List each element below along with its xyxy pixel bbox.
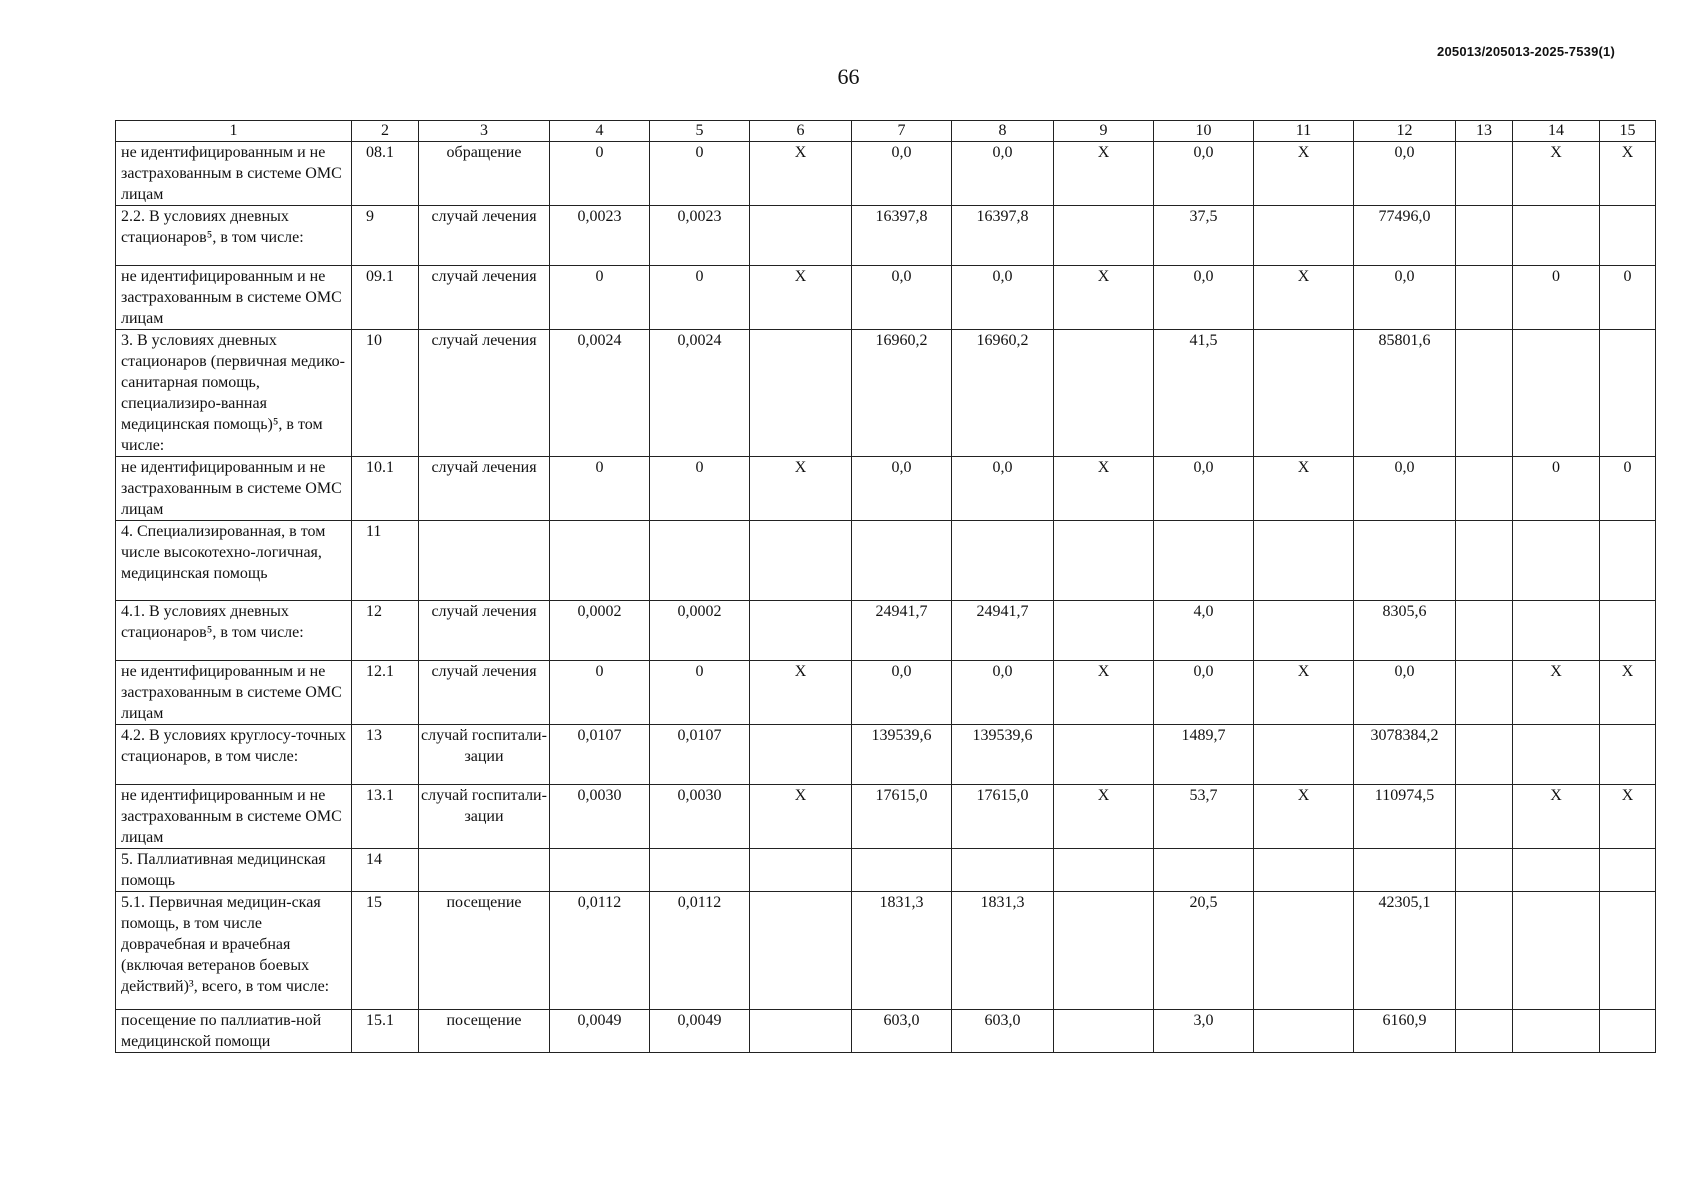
table-cell-col-6 [750, 1010, 852, 1053]
table-cell-col-7 [852, 849, 952, 892]
table-cell-col-6: X [750, 142, 852, 206]
table-cell-col-1: 5.1. Первичная медицин-ская помощь, в том числе доврачебная и врачебная (включая ветеранов боевых действий)³, всего, в том числе: [116, 892, 352, 1010]
table-cell-col-8: 16397,8 [952, 206, 1054, 266]
table-cell-col-6 [750, 521, 852, 601]
table-cell-col-11 [1254, 330, 1354, 457]
table-row [116, 206, 1656, 266]
table-cell-col-11: X [1254, 266, 1354, 330]
table-cell-col-5: 0 [650, 142, 750, 206]
table-cell-col-13 [1456, 601, 1513, 661]
table-cell-col-12: 0,0 [1354, 142, 1456, 206]
table-cell-col-12: 42305,1 [1354, 892, 1456, 1010]
table-cell-col-1: не идентифицированным и не застрахованным в системе ОМС лицам [116, 457, 352, 521]
table-cell-col-12: 8305,6 [1354, 601, 1456, 661]
table-cell-col-7: 17615,0 [852, 785, 952, 849]
table-cell-col-8 [952, 849, 1054, 892]
table-cell-col-6 [750, 849, 852, 892]
table-cell-col-8: 1831,3 [952, 892, 1054, 1010]
table-cell-col-8 [952, 521, 1054, 601]
table-cell-col-13 [1456, 521, 1513, 601]
column-header-4: 4 [550, 121, 650, 142]
table-cell-col-13 [1456, 330, 1513, 457]
column-header-11: 11 [1254, 121, 1354, 142]
table-cell-col-7: 0,0 [852, 266, 952, 330]
table-cell-col-3: обращение [419, 142, 550, 206]
table-cell-col-3: случай лечения [419, 206, 550, 266]
table-cell-col-9 [1054, 521, 1154, 601]
table-cell-col-12 [1354, 521, 1456, 601]
table-cell-col-2: 12 [352, 601, 419, 661]
table-cell-col-5: 0,0049 [650, 1010, 750, 1053]
table-cell-col-13 [1456, 457, 1513, 521]
column-header-6: 6 [750, 121, 852, 142]
table-cell-col-9 [1054, 1010, 1154, 1053]
table-row [116, 266, 1656, 330]
table-cell-col-10: 3,0 [1154, 1010, 1254, 1053]
table-cell-col-8: 0,0 [952, 457, 1054, 521]
table-cell-col-3 [419, 521, 550, 601]
table-cell-col-6: X [750, 457, 852, 521]
table-row [116, 142, 1656, 206]
table-cell-col-10: 0,0 [1154, 661, 1254, 725]
table-cell-col-3: случай лечения [419, 330, 550, 457]
table-row [116, 661, 1656, 725]
table-cell-col-5: 0,0030 [650, 785, 750, 849]
table-row [116, 725, 1656, 785]
table-cell-col-3: случай лечения [419, 457, 550, 521]
table-body [116, 142, 1656, 1053]
column-header-14: 14 [1513, 121, 1600, 142]
table-cell-col-4: 0,0002 [550, 601, 650, 661]
table-cell-col-6: X [750, 661, 852, 725]
table-cell-col-1: 2.2. В условиях дневных стационаров⁵, в том числе: [116, 206, 352, 266]
table-cell-col-13 [1456, 142, 1513, 206]
table-cell-col-14: X [1513, 785, 1600, 849]
table-cell-col-1: 4.1. В условиях дневных стационаров⁵, в том числе: [116, 601, 352, 661]
table-cell-col-9 [1054, 892, 1154, 1010]
table-cell-col-2: 15.1 [352, 1010, 419, 1053]
table-cell-col-14: X [1513, 142, 1600, 206]
table-cell-col-2: 10.1 [352, 457, 419, 521]
table-cell-col-5: 0,0024 [650, 330, 750, 457]
table-cell-col-15: 0 [1600, 457, 1656, 521]
table-cell-col-7: 16960,2 [852, 330, 952, 457]
column-header-1: 1 [116, 121, 352, 142]
table-cell-col-10: 0,0 [1154, 457, 1254, 521]
table-cell-col-6: X [750, 785, 852, 849]
table-cell-col-4 [550, 521, 650, 601]
table-cell-col-6 [750, 892, 852, 1010]
table-cell-col-6 [750, 330, 852, 457]
table-cell-col-4: 0,0023 [550, 206, 650, 266]
table-cell-col-2: 14 [352, 849, 419, 892]
table-cell-col-2: 08.1 [352, 142, 419, 206]
table-row [116, 601, 1656, 661]
table-cell-col-13 [1456, 661, 1513, 725]
table-cell-col-11 [1254, 206, 1354, 266]
table-cell-col-7: 0,0 [852, 661, 952, 725]
table-cell-col-8: 17615,0 [952, 785, 1054, 849]
column-header-15: 15 [1600, 121, 1656, 142]
table-cell-col-14 [1513, 330, 1600, 457]
table-cell-col-3: посещение [419, 1010, 550, 1053]
page-number: 66 [837, 64, 860, 89]
table-cell-col-4 [550, 849, 650, 892]
table-cell-col-15 [1600, 206, 1656, 266]
table-cell-col-7: 0,0 [852, 457, 952, 521]
table-cell-col-10 [1154, 849, 1254, 892]
table-cell-col-8: 139539,6 [952, 725, 1054, 785]
table-cell-col-3: случай госпитали-зации [419, 785, 550, 849]
header-row [116, 121, 1656, 142]
table-cell-col-13 [1456, 1010, 1513, 1053]
table-cell-col-9 [1054, 601, 1154, 661]
table-cell-col-4: 0,0107 [550, 725, 650, 785]
table-cell-col-14 [1513, 725, 1600, 785]
table-cell-col-15 [1600, 725, 1656, 785]
table-cell-col-7: 16397,8 [852, 206, 952, 266]
table-cell-col-15: X [1600, 661, 1656, 725]
column-header-2: 2 [352, 121, 419, 142]
table-cell-col-12: 85801,6 [1354, 330, 1456, 457]
table-cell-col-15 [1600, 330, 1656, 457]
table-cell-col-10: 0,0 [1154, 266, 1254, 330]
table-cell-col-5: 0,0002 [650, 601, 750, 661]
table-cell-col-10: 41,5 [1154, 330, 1254, 457]
table-cell-col-7: 603,0 [852, 1010, 952, 1053]
table-row [116, 457, 1656, 521]
table-cell-col-10: 37,5 [1154, 206, 1254, 266]
table-cell-col-5: 0,0107 [650, 725, 750, 785]
table-cell-col-1: 4.2. В условиях круглосу-точных стационаров, в том числе: [116, 725, 352, 785]
table-cell-col-13 [1456, 785, 1513, 849]
table-cell-col-1: 3. В условиях дневных стационаров (первичная медико-санитарная помощь, специализиро-ванная медицинская помощь)⁵, в том числе: [116, 330, 352, 457]
table-cell-col-9: X [1054, 457, 1154, 521]
table-row [116, 330, 1656, 457]
table-cell-col-12: 0,0 [1354, 266, 1456, 330]
table-cell-col-1: 4. Специализированная, в том числе высокотехно-логичная, медицинская помощь [116, 521, 352, 601]
table-cell-col-11 [1254, 1010, 1354, 1053]
table-cell-col-5: 0 [650, 457, 750, 521]
table-cell-col-13 [1456, 849, 1513, 892]
table-cell-col-6 [750, 206, 852, 266]
table-cell-col-6 [750, 725, 852, 785]
table-cell-col-15 [1600, 849, 1656, 892]
table-cell-col-2: 12.1 [352, 661, 419, 725]
table-cell-col-8: 24941,7 [952, 601, 1054, 661]
table-cell-col-2: 13.1 [352, 785, 419, 849]
table-cell-col-14 [1513, 849, 1600, 892]
table-cell-col-9: X [1054, 661, 1154, 725]
column-header-12: 12 [1354, 121, 1456, 142]
table-cell-col-7: 0,0 [852, 142, 952, 206]
table-cell-col-15: X [1600, 785, 1656, 849]
table-cell-col-4: 0 [550, 661, 650, 725]
table-cell-col-11: X [1254, 661, 1354, 725]
table-cell-col-15 [1600, 1010, 1656, 1053]
table-cell-col-8: 0,0 [952, 661, 1054, 725]
table-cell-col-14: 0 [1513, 457, 1600, 521]
table-cell-col-14 [1513, 601, 1600, 661]
table-cell-col-5: 0 [650, 661, 750, 725]
table-cell-col-12: 6160,9 [1354, 1010, 1456, 1053]
table-cell-col-11 [1254, 601, 1354, 661]
table-cell-col-15 [1600, 601, 1656, 661]
table-cell-col-12 [1354, 849, 1456, 892]
table-cell-col-10: 1489,7 [1154, 725, 1254, 785]
table-cell-col-9: X [1054, 142, 1154, 206]
table-cell-col-6 [750, 601, 852, 661]
table-cell-col-3 [419, 849, 550, 892]
table-cell-col-1: 5. Паллиативная медицинская помощь [116, 849, 352, 892]
table-cell-col-11: X [1254, 785, 1354, 849]
table-cell-col-14: 0 [1513, 266, 1600, 330]
table-cell-col-11 [1254, 521, 1354, 601]
column-header-13: 13 [1456, 121, 1513, 142]
table-cell-col-10: 0,0 [1154, 142, 1254, 206]
table-cell-col-1: не идентифицированным и не застрахованным в системе ОМС лицам [116, 142, 352, 206]
table-cell-col-3: случай лечения [419, 661, 550, 725]
table-cell-col-2: 13 [352, 725, 419, 785]
table-cell-col-12: 0,0 [1354, 661, 1456, 725]
table-cell-col-15: 0 [1600, 266, 1656, 330]
table-cell-col-4: 0,0112 [550, 892, 650, 1010]
table-cell-col-9 [1054, 849, 1154, 892]
table-cell-col-11 [1254, 849, 1354, 892]
column-header-5: 5 [650, 121, 750, 142]
table-cell-col-9: X [1054, 785, 1154, 849]
data-table [115, 120, 1656, 1053]
column-header-9: 9 [1054, 121, 1154, 142]
table-cell-col-5 [650, 849, 750, 892]
table-cell-col-13 [1456, 725, 1513, 785]
table-cell-col-12: 110974,5 [1354, 785, 1456, 849]
table-cell-col-7: 1831,3 [852, 892, 952, 1010]
table-cell-col-12: 77496,0 [1354, 206, 1456, 266]
table-cell-col-7: 24941,7 [852, 601, 952, 661]
table-cell-col-11 [1254, 892, 1354, 1010]
table-cell-col-4: 0 [550, 266, 650, 330]
table-cell-col-14 [1513, 206, 1600, 266]
table-cell-col-6: X [750, 266, 852, 330]
table-cell-col-13 [1456, 206, 1513, 266]
table-cell-col-4: 0 [550, 142, 650, 206]
document-id: 205013/205013-2025-7539(1) [1437, 44, 1615, 59]
table-cell-col-9 [1054, 725, 1154, 785]
table-cell-col-8: 16960,2 [952, 330, 1054, 457]
table-cell-col-9 [1054, 206, 1154, 266]
table-row [116, 1010, 1656, 1053]
column-header-7: 7 [852, 121, 952, 142]
table-cell-col-14: X [1513, 661, 1600, 725]
table-cell-col-1: не идентифицированным и не застрахованным в системе ОМС лицам [116, 266, 352, 330]
table-cell-col-2: 10 [352, 330, 419, 457]
table-cell-col-15: X [1600, 142, 1656, 206]
column-header-10: 10 [1154, 121, 1254, 142]
table-cell-col-5: 0,0112 [650, 892, 750, 1010]
table-cell-col-9: X [1054, 266, 1154, 330]
table-cell-col-10: 20,5 [1154, 892, 1254, 1010]
table-cell-col-15 [1600, 521, 1656, 601]
table-cell-col-3: случай госпитали-зации [419, 725, 550, 785]
table-cell-col-14 [1513, 1010, 1600, 1053]
table-row [116, 785, 1656, 849]
table-cell-col-3: случай лечения [419, 601, 550, 661]
table-cell-col-12: 3078384,2 [1354, 725, 1456, 785]
table-cell-col-4: 0 [550, 457, 650, 521]
table-cell-col-14 [1513, 892, 1600, 1010]
table-cell-col-3: случай лечения [419, 266, 550, 330]
table-cell-col-8: 603,0 [952, 1010, 1054, 1053]
table-cell-col-1: не идентифицированным и не застрахованным в системе ОМС лицам [116, 661, 352, 725]
table-cell-col-5: 0 [650, 266, 750, 330]
column-header-3: 3 [419, 121, 550, 142]
table-cell-col-4: 0,0049 [550, 1010, 650, 1053]
table-cell-col-12: 0,0 [1354, 457, 1456, 521]
table-cell-col-11: X [1254, 457, 1354, 521]
table-cell-col-4: 0,0024 [550, 330, 650, 457]
table-header [116, 121, 1656, 142]
table-cell-col-10 [1154, 521, 1254, 601]
table-row [116, 849, 1656, 892]
table-cell-col-1: посещение по паллиатив-ной медицинской помощи [116, 1010, 352, 1053]
table-cell-col-2: 09.1 [352, 266, 419, 330]
table-cell-col-8: 0,0 [952, 266, 1054, 330]
table-cell-col-13 [1456, 266, 1513, 330]
table-cell-col-7: 139539,6 [852, 725, 952, 785]
table-cell-col-13 [1456, 892, 1513, 1010]
table-row [116, 892, 1656, 1010]
table-cell-col-7 [852, 521, 952, 601]
table-cell-col-15 [1600, 892, 1656, 1010]
table-cell-col-10: 53,7 [1154, 785, 1254, 849]
table-cell-col-11: X [1254, 142, 1354, 206]
table-cell-col-4: 0,0030 [550, 785, 650, 849]
table-cell-col-11 [1254, 725, 1354, 785]
table-cell-col-3: посещение [419, 892, 550, 1010]
table-cell-col-9 [1054, 330, 1154, 457]
table-cell-col-5: 0,0023 [650, 206, 750, 266]
table-cell-col-1: не идентифицированным и не застрахованным в системе ОМС лицам [116, 785, 352, 849]
table-row [116, 521, 1656, 601]
table-cell-col-2: 9 [352, 206, 419, 266]
table-cell-col-2: 15 [352, 892, 419, 1010]
table-cell-col-2: 11 [352, 521, 419, 601]
column-header-8: 8 [952, 121, 1054, 142]
table-cell-col-5 [650, 521, 750, 601]
table-cell-col-8: 0,0 [952, 142, 1054, 206]
table-cell-col-10: 4,0 [1154, 601, 1254, 661]
table-cell-col-14 [1513, 521, 1600, 601]
